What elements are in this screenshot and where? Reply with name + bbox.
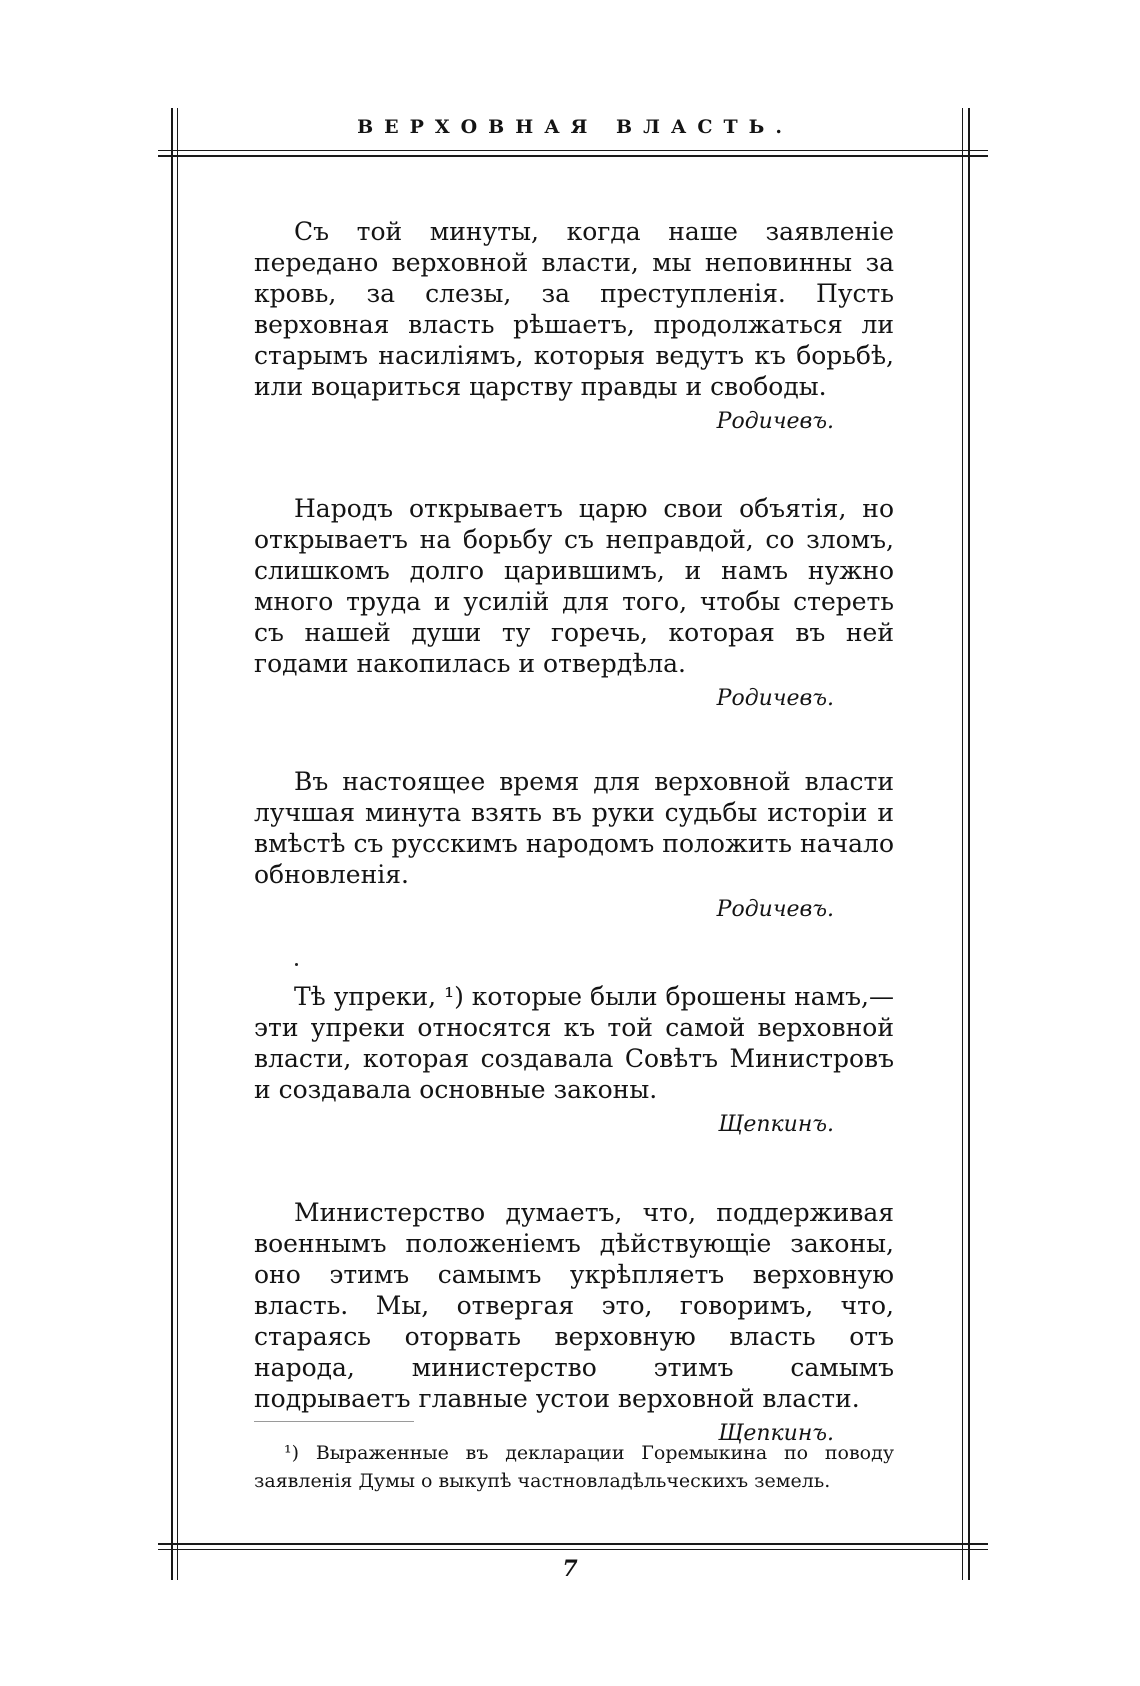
quote-block (254, 981, 894, 1137)
quote-text: Тѣ упреки, ¹) которые были брошены намъ,— эти упреки относятся къ той самой верховной власти, которая создавала Совѣтъ Министровъ и создавала основные законы. (254, 982, 894, 1104)
quote-text: Министерство думаетъ, что, поддерживая военнымъ положеніемъ дѣйствующіе законы, оно этимъ самымъ укрѣпляетъ верховную власть. Мы, отвергая это, говоримъ, что, стараясь оторвать верховную власть отъ народа, министерство этимъ самымъ подрываетъ главные устои верховной власти. (254, 1198, 894, 1413)
print-speck (295, 963, 298, 966)
quote-block (254, 1197, 894, 1446)
frame-right-outer-rule (968, 108, 970, 1580)
footnote-separator (254, 1421, 414, 1422)
frame-right-inner-rule (962, 108, 963, 1580)
frame-top-rule-1 (158, 150, 988, 151)
quote-text: Съ той минуты, когда наше заявленіе передано верховной власти, мы неповинны за кровь, за слезы, за преступленія. Пусть верховная власть рѣшаетъ, продолжаться ли старымъ насиліямъ, которыя ведутъ къ борьбѣ, или воцариться царству правды и свободы. (254, 217, 894, 401)
quote-text: Въ настоящее время для верховной власти лучшая минута взять въ руки судьбы исторіи и вмѣстѣ съ русскимъ народомъ положить начало обновленія. (254, 767, 894, 889)
quote-author: Щепкинъ. (718, 1421, 834, 1446)
quote-block (254, 493, 894, 711)
frame-bottom-rule-2 (158, 1549, 988, 1550)
frame-bottom-rule-1 (158, 1543, 988, 1545)
frame-left-inner-rule (177, 108, 178, 1580)
quote-author: Родичевъ. (716, 686, 834, 711)
quote-author: Щепкинъ. (718, 1112, 834, 1137)
quote-block (254, 216, 894, 434)
frame-left-outer-rule (171, 108, 173, 1580)
quote-author: Родичевъ. (716, 409, 834, 434)
quote-block (254, 766, 894, 922)
page-number: 7 (562, 1556, 578, 1582)
frame-top-rule-2 (158, 155, 988, 157)
footnote: ¹) Выраженные въ декларации Горемыкина по поводу заявленія Думы о выкупѣ частновладѣльческихъ земель. (254, 1442, 894, 1492)
running-title: ВЕРХОВНАЯ ВЛАСТЬ. (357, 116, 793, 138)
quote-text: Народъ открываетъ царю свои объятія, но открываетъ на борьбу съ неправдой, со зломъ, слишкомъ долго царившимъ, и намъ нужно много труда и усилій для того, чтобы стереть съ нашей души ту горечь, которая въ ней годами накопилась и отвердѣла. (254, 494, 894, 678)
quote-author: Родичевъ. (716, 897, 834, 922)
